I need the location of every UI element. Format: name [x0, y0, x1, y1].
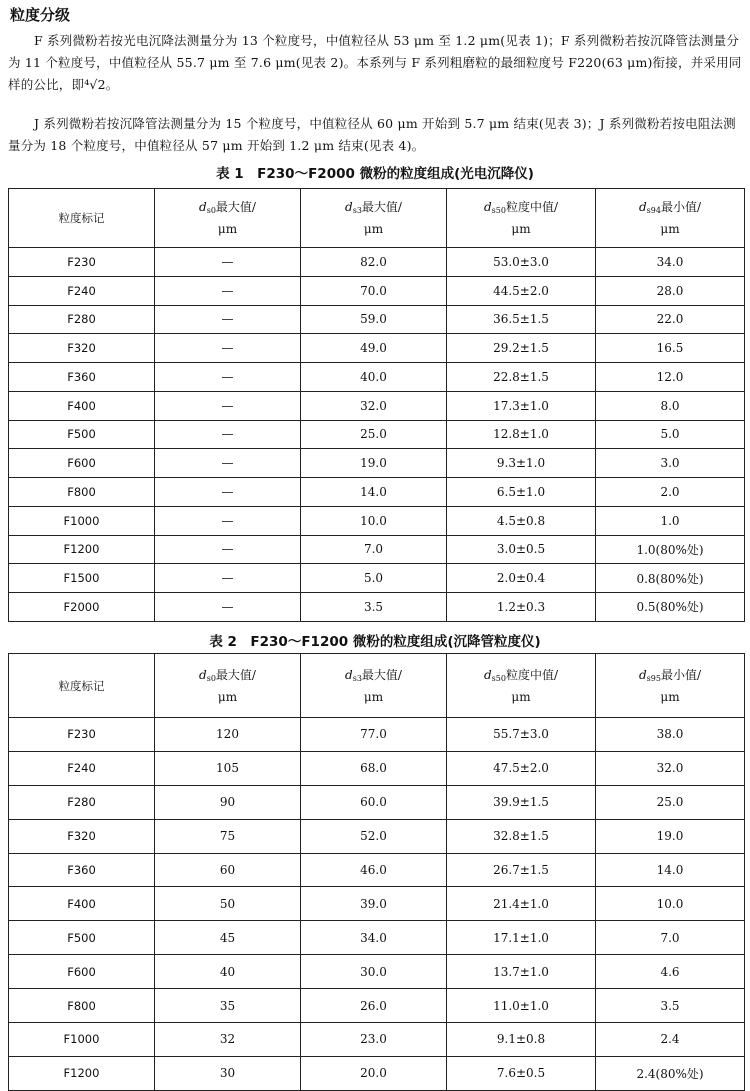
table-row: [9, 420, 745, 449]
grade-cell: F230: [9, 248, 155, 277]
table2-header-ds50: $d_{s50}$粒度中值/ μm: [447, 654, 596, 718]
value-cell: 17.3±1.0: [447, 391, 596, 420]
value-cell: 2.4(80%处): [596, 1056, 745, 1090]
table-row: [9, 248, 745, 277]
value-cell: 13.7±1.0: [447, 955, 596, 989]
grade-cell: F320: [9, 819, 155, 853]
table2-header-ds3: $d_{s3}$最大值/ μm: [301, 654, 447, 718]
table1-body: [9, 248, 745, 622]
value-cell: —: [155, 334, 301, 363]
value-cell: 32.0: [301, 391, 447, 420]
value-cell: 3.5: [596, 989, 745, 1023]
value-cell: —: [155, 420, 301, 449]
table-row: [9, 506, 745, 535]
value-cell: 40: [155, 955, 301, 989]
table2-caption: 表 2 F230～F1200 微粉的粒度组成(沉降管粒度仪): [209, 634, 541, 650]
grade-cell: F600: [9, 449, 155, 478]
value-cell: 53.0±3.0: [447, 248, 596, 277]
value-cell: 22.0: [596, 305, 745, 334]
value-cell: 29.2±1.5: [447, 334, 596, 363]
table1-header-grade: 粒度标记: [9, 189, 155, 248]
value-cell: 23.0: [301, 1023, 447, 1057]
value-cell: 40.0: [301, 363, 447, 392]
value-cell: —: [155, 248, 301, 277]
table2: [8, 653, 745, 1091]
grade-cell: F1500: [9, 564, 155, 593]
grade-cell: F500: [9, 921, 155, 955]
value-cell: 32.8±1.5: [447, 819, 596, 853]
value-cell: 32.0: [596, 751, 745, 785]
value-cell: 49.0: [301, 334, 447, 363]
value-cell: 19.0: [596, 819, 745, 853]
grade-cell: F360: [9, 853, 155, 887]
value-cell: 105: [155, 751, 301, 785]
table-row: [9, 989, 745, 1023]
value-cell: —: [155, 305, 301, 334]
value-cell: 77.0: [301, 718, 447, 752]
table-row: [9, 921, 745, 955]
value-cell: 14.0: [301, 478, 447, 507]
value-cell: 1.0: [596, 506, 745, 535]
grade-cell: F400: [9, 391, 155, 420]
table-row: [9, 478, 745, 507]
grade-cell: F2000: [9, 593, 155, 622]
value-cell: 3.0: [596, 449, 745, 478]
value-cell: 34.0: [596, 248, 745, 277]
value-cell: 2.0±0.4: [447, 564, 596, 593]
grade-cell: F1000: [9, 1023, 155, 1057]
grade-cell: F1200: [9, 1056, 155, 1090]
table-row: [9, 785, 745, 819]
value-cell: 22.8±1.5: [447, 363, 596, 392]
value-cell: 50: [155, 887, 301, 921]
table1-caption: 表 1 F230～F2000 微粉的粒度组成(光电沉降仪): [216, 166, 534, 182]
value-cell: 38.0: [596, 718, 745, 752]
grade-cell: F1200: [9, 535, 155, 564]
value-cell: 6.5±1.0: [447, 478, 596, 507]
table-row: [9, 887, 745, 921]
value-cell: 1.2±0.3: [447, 593, 596, 622]
value-cell: —: [155, 506, 301, 535]
value-cell: 28.0: [596, 276, 745, 305]
value-cell: 26.7±1.5: [447, 853, 596, 887]
grade-cell: F400: [9, 887, 155, 921]
value-cell: 10.0: [301, 506, 447, 535]
table-row: [9, 853, 745, 887]
section-title: 粒度分级: [10, 6, 71, 24]
table-row: [9, 305, 745, 334]
value-cell: 0.8(80%处): [596, 564, 745, 593]
paragraph-f-series: F 系列微粉若按光电沉降法测量分为 13 个粒度号，中值粒径从 53 μm 至 1.2 μm(见表 1)；F 系列微粉若按沉降管法测量分为 11 个粒度号，中值粒径从 55.7 μm 至 7.6 μm(见表 2)。本系列与 F 系列粗磨粒的最细粒度号 F220(63 μm)衔接，并采用同样的公比，即⁴√2。: [8, 33, 742, 92]
value-cell: —: [155, 564, 301, 593]
value-cell: 8.0: [596, 391, 745, 420]
value-cell: 60: [155, 853, 301, 887]
value-cell: 11.0±1.0: [447, 989, 596, 1023]
value-cell: 19.0: [301, 449, 447, 478]
value-cell: 21.4±1.0: [447, 887, 596, 921]
value-cell: 45: [155, 921, 301, 955]
value-cell: 9.1±0.8: [447, 1023, 596, 1057]
grade-cell: F280: [9, 785, 155, 819]
value-cell: 90: [155, 785, 301, 819]
value-cell: 25.0: [596, 785, 745, 819]
value-cell: 34.0: [301, 921, 447, 955]
grade-cell: F320: [9, 334, 155, 363]
value-cell: 35: [155, 989, 301, 1023]
grade-cell: F240: [9, 751, 155, 785]
value-cell: —: [155, 449, 301, 478]
value-cell: 12.8±1.0: [447, 420, 596, 449]
grade-cell: F600: [9, 955, 155, 989]
value-cell: 39.0: [301, 887, 447, 921]
table-row: [9, 1023, 745, 1057]
value-cell: —: [155, 391, 301, 420]
value-cell: 3.0±0.5: [447, 535, 596, 564]
value-cell: 5.0: [596, 420, 745, 449]
grade-cell: F280: [9, 305, 155, 334]
value-cell: 5.0: [301, 564, 447, 593]
value-cell: 120: [155, 718, 301, 752]
table1-header-ds94: $d_{s94}$最小值/ μm: [596, 189, 745, 248]
value-cell: 17.1±1.0: [447, 921, 596, 955]
value-cell: —: [155, 535, 301, 564]
table1: [8, 188, 745, 622]
value-cell: 26.0: [301, 989, 447, 1023]
value-cell: —: [155, 276, 301, 305]
table-row: [9, 449, 745, 478]
table-row: [9, 334, 745, 363]
value-cell: 36.5±1.5: [447, 305, 596, 334]
table2-header-ds0: $d_{s0}$最大值/ μm: [155, 654, 301, 718]
table-row: [9, 819, 745, 853]
value-cell: 70.0: [301, 276, 447, 305]
table-row: [9, 535, 745, 564]
table1-header-ds50: $d_{s50}$粒度中值/ μm: [447, 189, 596, 248]
value-cell: 20.0: [301, 1056, 447, 1090]
value-cell: 2.4: [596, 1023, 745, 1057]
table1-header-ds3: $d_{s3}$最大值/ μm: [301, 189, 447, 248]
grade-cell: F500: [9, 420, 155, 449]
value-cell: 9.3±1.0: [447, 449, 596, 478]
value-cell: 30: [155, 1056, 301, 1090]
value-cell: 10.0: [596, 887, 745, 921]
value-cell: 1.0(80%处): [596, 535, 745, 564]
value-cell: 44.5±2.0: [447, 276, 596, 305]
grade-cell: F360: [9, 363, 155, 392]
value-cell: 7.0: [301, 535, 447, 564]
value-cell: 82.0: [301, 248, 447, 277]
value-cell: 39.9±1.5: [447, 785, 596, 819]
value-cell: 7.0: [596, 921, 745, 955]
table2-header-row: [9, 654, 745, 718]
value-cell: 16.5: [596, 334, 745, 363]
value-cell: —: [155, 593, 301, 622]
grade-cell: F1000: [9, 506, 155, 535]
value-cell: 30.0: [301, 955, 447, 989]
grade-cell: F800: [9, 989, 155, 1023]
table1-header-ds0: $d_{s0}$最大值/ μm: [155, 189, 301, 248]
table1-header-row: [9, 189, 745, 248]
value-cell: 2.0: [596, 478, 745, 507]
value-cell: 7.6±0.5: [447, 1056, 596, 1090]
table2-header-grade: 粒度标记: [9, 654, 155, 718]
value-cell: 55.7±3.0: [447, 718, 596, 752]
value-cell: 59.0: [301, 305, 447, 334]
value-cell: 52.0: [301, 819, 447, 853]
value-cell: 75: [155, 819, 301, 853]
value-cell: 4.5±0.8: [447, 506, 596, 535]
value-cell: 14.0: [596, 853, 745, 887]
table-row: [9, 363, 745, 392]
grade-cell: F240: [9, 276, 155, 305]
table2-body: [9, 718, 745, 1091]
table-row: [9, 276, 745, 305]
value-cell: 60.0: [301, 785, 447, 819]
grade-cell: F800: [9, 478, 155, 507]
table-row: [9, 391, 745, 420]
table2-header-ds95: $d_{s95}$最小值/ μm: [596, 654, 745, 718]
value-cell: 32: [155, 1023, 301, 1057]
table-row: [9, 1056, 745, 1090]
table-row: [9, 955, 745, 989]
grade-cell: F230: [9, 718, 155, 752]
value-cell: 25.0: [301, 420, 447, 449]
table-row: [9, 564, 745, 593]
value-cell: 0.5(80%处): [596, 593, 745, 622]
value-cell: 4.6: [596, 955, 745, 989]
paragraph-j-series: J 系列微粉若按沉降管法测量分为 15 个粒度号，中值粒径从 60 μm 开始到 5.7 μm 结束(见表 3)；J 系列微粉若按电阻法测量分为 18 个粒度号，中值粒径从 57 μm 开始到 1.2 μm 结束(见表 4)。: [8, 116, 736, 153]
value-cell: 47.5±2.0: [447, 751, 596, 785]
value-cell: 46.0: [301, 853, 447, 887]
table-row: [9, 718, 745, 752]
table-row: [9, 751, 745, 785]
table-row: [9, 593, 745, 622]
value-cell: 68.0: [301, 751, 447, 785]
value-cell: —: [155, 478, 301, 507]
value-cell: 3.5: [301, 593, 447, 622]
value-cell: 12.0: [596, 363, 745, 392]
value-cell: —: [155, 363, 301, 392]
